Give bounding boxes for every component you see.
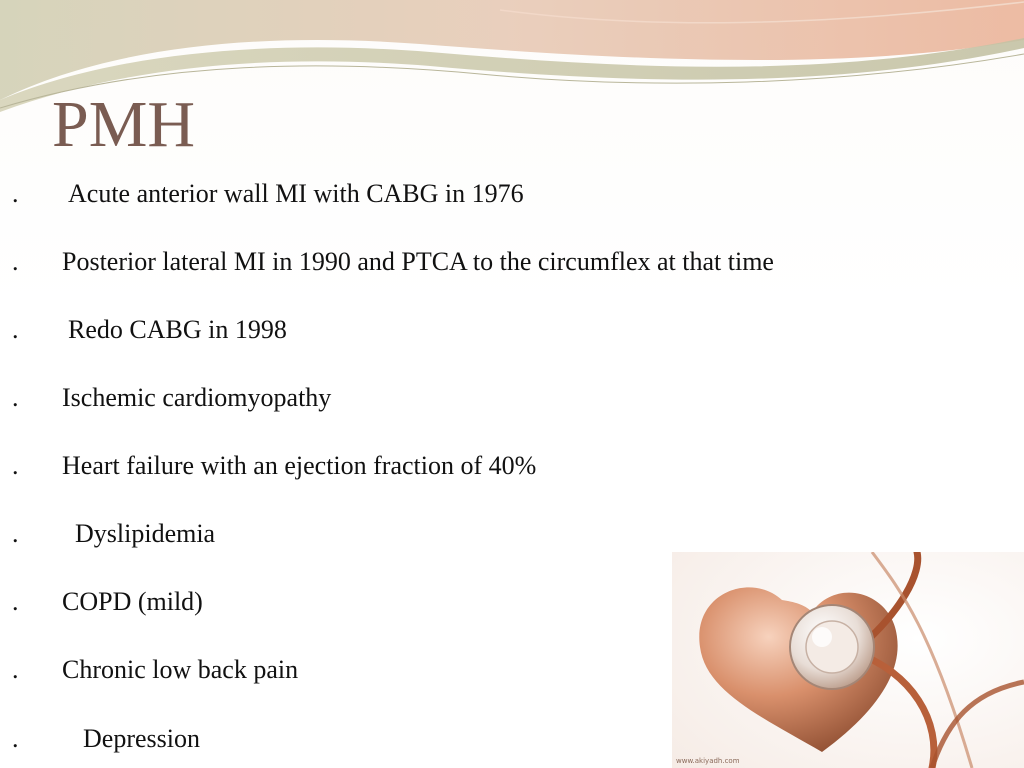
bullet-item	[12, 514, 912, 554]
bullet-marker: .	[12, 451, 19, 480]
bullet-text: Dyslipidemia	[75, 519, 216, 548]
bullet-marker: .	[12, 655, 19, 684]
bullet-item	[12, 242, 912, 282]
bullet-text: Redo CABG in 1998	[68, 315, 287, 344]
bullet-text: Posterior lateral MI in 1990 and PTCA to the circumflex at that time	[62, 247, 774, 276]
bullet-item	[12, 446, 912, 486]
bullet-marker: .	[12, 587, 19, 616]
bullet-text: Depression	[83, 724, 200, 753]
slide-title: PMH	[52, 88, 196, 161]
bullet-item	[12, 174, 912, 214]
bullet-marker: .	[12, 724, 19, 753]
bullet-text: COPD (mild)	[62, 587, 203, 616]
bullet-marker: .	[12, 383, 19, 412]
bullet-text: Ischemic cardiomyopathy	[62, 383, 332, 412]
bullet-marker: .	[12, 519, 19, 548]
image-watermark: www.akiyadh.com	[676, 757, 740, 765]
bullet-marker: .	[12, 179, 19, 208]
bullet-marker: .	[12, 247, 19, 276]
heart-stethoscope-image	[672, 552, 1024, 768]
bullet-marker: .	[12, 315, 19, 344]
bullet-text: Heart failure with an ejection fraction of 40%	[62, 451, 537, 480]
bullet-text: Chronic low back pain	[62, 655, 299, 684]
bullet-text: Acute anterior wall MI with CABG in 1976	[68, 179, 524, 208]
bullet-item	[12, 310, 912, 350]
bullet-item	[12, 378, 912, 418]
